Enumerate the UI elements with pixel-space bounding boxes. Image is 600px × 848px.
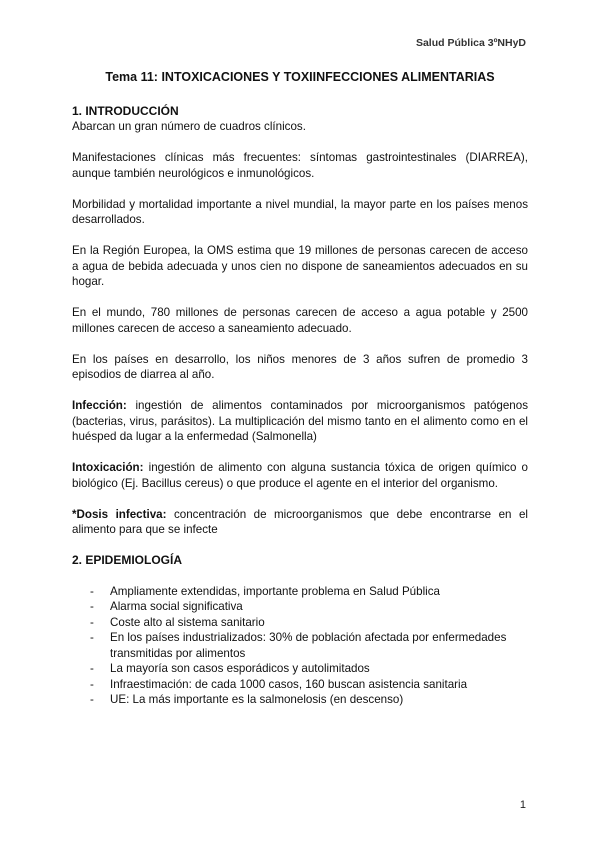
definition-text: concentración de microorganismos que debe encontrarse en el alimento para que se infecte	[72, 507, 528, 536]
definition-text: ingestión de alimento con alguna sustancia tóxica de origen químico o biológico (Ej. Bacillus cereus) o que produce el agente en el interior del organismo.	[72, 461, 528, 490]
page-number: 1	[519, 799, 526, 811]
list-item	[90, 599, 528, 615]
section-heading-epidemiologia: 2. EPIDEMIOLOGÍA	[72, 553, 183, 567]
definition-term: Infección:	[72, 399, 127, 412]
paragraph: En los países en desarrollo, los niños menores de 3 años sufren de promedio 3 episodios de diarrea al año.	[72, 352, 528, 381]
dash-marker: -	[90, 662, 94, 675]
definition-text: ingestión de alimentos contaminados por microorganismos patógenos (bacterias, virus, parásitos). La multiplicación del mismo tanto en el alimento como en el huésped da lugar a la enfermedad (Salmonella)	[72, 399, 528, 443]
paragraph: En el mundo, 780 millones de personas carecen de acceso a agua potable y 2500 millones carecen de acceso a saneamiento adecuado.	[72, 306, 528, 335]
paragraph: Morbilidad y mortalidad importante a nivel mundial, la mayor parte en los países menos desarrollados.	[72, 197, 528, 226]
definition-dosis-infectiva	[72, 507, 528, 538]
running-header: Salud Pública 3ºNHyD	[415, 37, 526, 49]
definition-term: *Dosis infectiva:	[72, 507, 167, 521]
dash-marker: -	[90, 677, 94, 691]
definition-infeccion	[72, 398, 528, 445]
list-item	[90, 692, 528, 708]
definition-term: Intoxicación:	[72, 461, 144, 474]
paragraph: Abarcan un gran número de cuadros clínicos.	[72, 120, 306, 133]
document-title: Tema 11: INTOXICACIONES Y TOXIINFECCIONES ALIMENTARIAS	[105, 70, 495, 84]
list-item	[90, 584, 528, 600]
paragraph: En la Región Europea, la OMS estima que 19 millones de personas carecen de acceso a agua de bebida adecuada y unos cien no dispone de saneamientos adecuados en su hogar.	[72, 244, 528, 288]
list-item-text: En los países industrializados: 30% de población afectada por enfermedades transmitidas por alimentos	[110, 631, 507, 660]
list-item-text: UE: La más importante es la salmonelosis (en descenso)	[110, 693, 404, 706]
dash-marker: -	[90, 693, 94, 706]
list-item-text: Infraestimación: de cada 1000 casos, 160 buscan asistencia sanitaria	[110, 677, 468, 691]
list-item-text: Ampliamente extendidas, importante problema en Salud Pública	[110, 584, 440, 598]
list-item	[90, 661, 528, 677]
definition-intoxicacion	[72, 460, 528, 491]
page-content	[72, 70, 528, 708]
list-item-text: La mayoría son casos esporádicos y autolimitados	[110, 662, 370, 675]
list-item	[90, 630, 528, 661]
dash-marker: -	[90, 600, 94, 613]
dash-marker: -	[90, 584, 94, 598]
dash-marker: -	[90, 615, 94, 629]
dash-marker: -	[90, 631, 94, 644]
list-item	[90, 677, 528, 693]
paragraph: Manifestaciones clínicas más frecuentes: síntomas gastrointestinales (DIARREA), aunque también neurológicos e inmunológicos.	[72, 151, 528, 180]
list-item-text: Coste alto al sistema sanitario	[110, 615, 265, 629]
section-heading-introduccion: 1. INTRODUCCIÓN	[72, 103, 179, 118]
bullet-list	[72, 584, 528, 708]
list-item	[90, 615, 528, 631]
list-item-text: Alarma social significativa	[110, 600, 243, 613]
